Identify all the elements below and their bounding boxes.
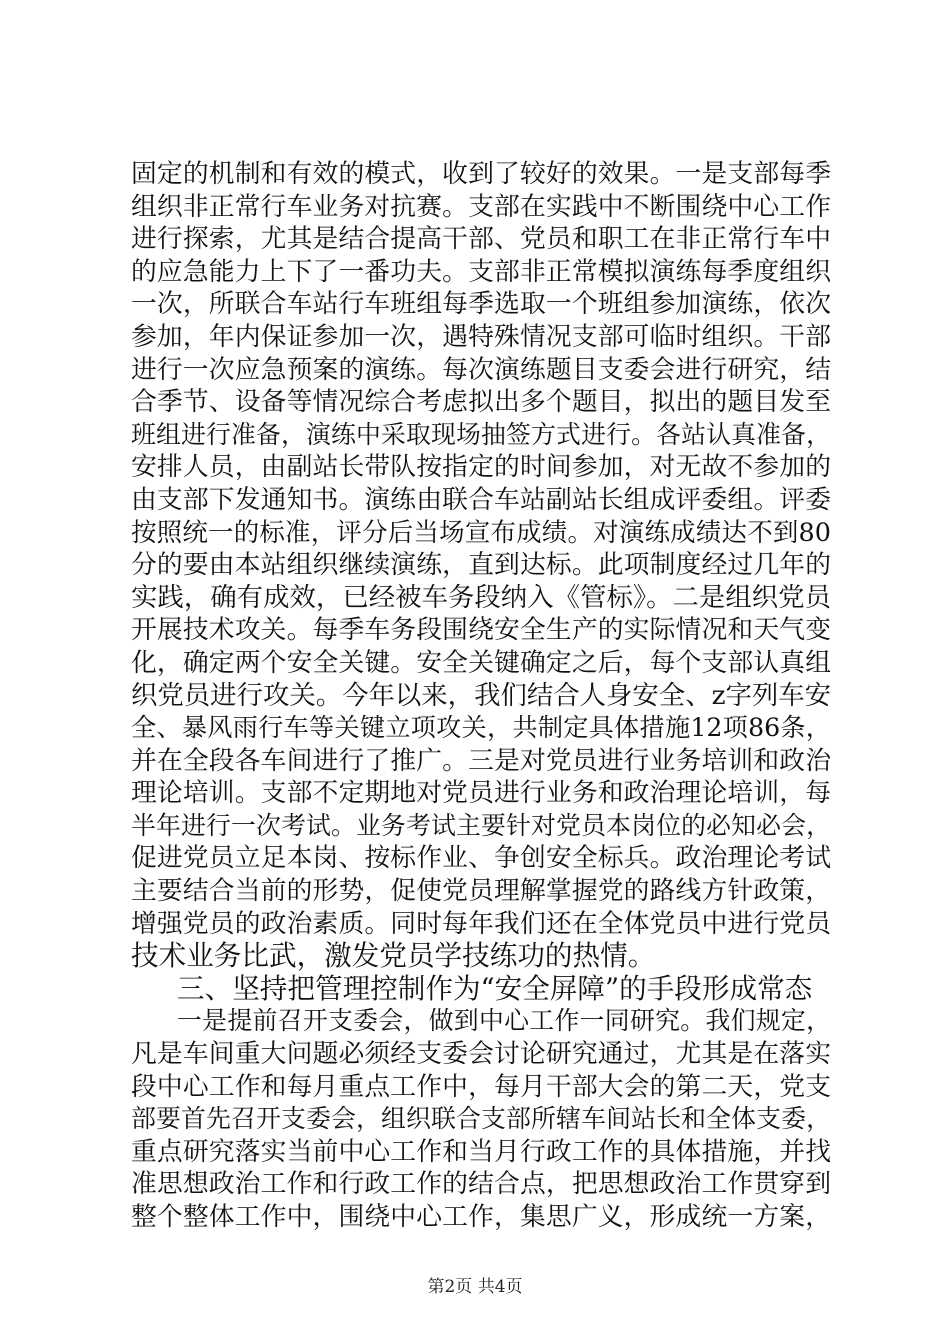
text-line: 进行一次应急预案的演练。每次演练题目支委会进行研究，结 xyxy=(131,354,831,385)
page-number-footer: 第2页 共4页 xyxy=(427,1277,523,1297)
text-line: 并在全段各车间进行了推广。三是对党员进行业务培训和政治 xyxy=(131,745,831,776)
text-line: 分的要由本站组织继续演练，直到达标。此项制度经过几年的 xyxy=(131,550,831,581)
text-line: 固定的机制和有效的模式，收到了较好的效果。一是支部每季 xyxy=(131,159,831,189)
text-line: 织党员进行攻关。今年以来，我们结合人身安全、z字列车安 xyxy=(131,679,832,711)
text-line: 合季节、设备等情况综合考虑拟出多个题目，拟出的题目发至 xyxy=(131,387,831,418)
text-line: 的应急能力上下了一番功夫。支部非正常模拟演练每季度组织 xyxy=(131,256,831,287)
text-line: 重点研究落实当前中心工作和当月行政工作的具体措施，并找 xyxy=(131,1136,831,1167)
text-line: 主要结合当前的形势，促使党员理解掌握党的路线方针政策， xyxy=(131,876,831,907)
text-line: 凡是车间重大问题必须经支委会讨论研究通过，尤其是在落实 xyxy=(131,1039,831,1070)
text-line: 由支部下发通知书。演练由联合车站副站长组成评委组。评委 xyxy=(131,484,831,515)
text-line: 实践，确有成效，已经被车务段纳入《管标》。二是组织党员 xyxy=(131,581,831,613)
text-line: 促进党员立足本岗、按标作业、争创安全标兵。政治理论考试 xyxy=(131,843,831,874)
text-line: 组织非正常行车业务对抗赛。支部在实践中不断围绕中心工作 xyxy=(131,191,831,222)
text-line: 整个整体工作中，围绕中心工作，集思广义，形成统一方案， xyxy=(131,1202,831,1232)
text-line: 理论培训。支部不定期地对党员进行业务和政治理论培训，每 xyxy=(131,778,831,809)
text-line: 化，确定两个安全关键。安全关键确定之后，每个支部认真组 xyxy=(131,647,831,678)
text-line: 班组进行准备，演练中采取现场抽签方式进行。各站认真准备， xyxy=(131,419,831,449)
text-line: 按照统一的标准，评分后当场宣布成绩。对演练成绩达不到80 xyxy=(131,517,831,548)
text-line: 段中心工作和每月重点工作中，每月干部大会的第二天，党支 xyxy=(131,1071,831,1102)
text-line: 全、暴风雨行车等关键立项攻关，共制定具体措施12项86条， xyxy=(131,713,831,743)
text-line: 一是提前召开支委会，做到中心工作一同研究。我们规定， xyxy=(177,1006,831,1036)
text-line: 一次，所联合车站行车班组每季选取一个班组参加演练，依次 xyxy=(131,289,831,320)
section-heading: 三、坚持把管理控制作为“安全屏障”的手段形成常态 xyxy=(177,971,813,1005)
text-line: 安排人员，由副站长带队按指定的时间参加，对无故不参加的 xyxy=(131,452,831,483)
text-line: 半年进行一次考试。业务考试主要针对党员本岗位的必知必会， xyxy=(131,810,831,840)
text-line: 参加，年内保证参加一次，遇特殊情况支部可临时组织。干部 xyxy=(131,321,831,352)
text-line: 开展技术攻关。每季车务段围绕安全生产的实际情况和天气变 xyxy=(131,615,831,646)
text-line: 技术业务比武，激发党员学技练功的热情。 xyxy=(131,939,656,973)
text-line: 增强党员的政治素质。同时每年我们还在全体党员中进行党员 xyxy=(131,908,831,939)
text-line: 准思想政治工作和行政工作的结合点，把思想政治工作贯穿到 xyxy=(131,1169,831,1200)
text-line: 进行探索，尤其是结合提高干部、党员和职工在非正常行车中 xyxy=(131,224,831,255)
text-line: 部要首先召开支委会，组织联合支部所辖车间站长和全体支委， xyxy=(131,1104,831,1134)
body-text xyxy=(131,158,831,1234)
